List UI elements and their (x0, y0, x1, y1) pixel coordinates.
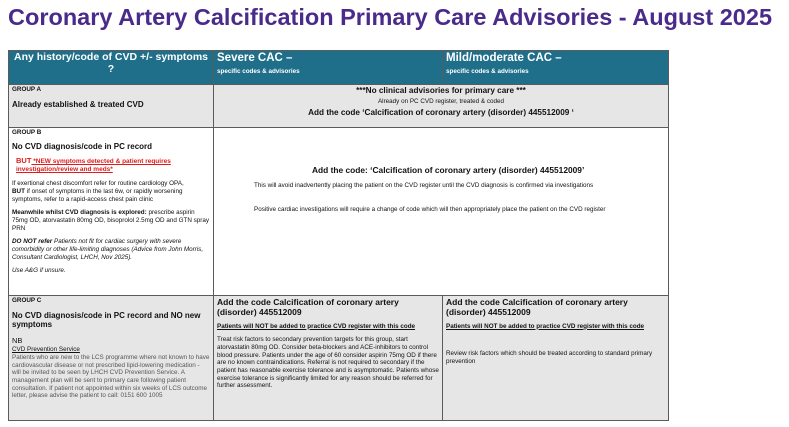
group-c-service-title: CVD Prevention Service (12, 346, 80, 354)
group-b-meanwhile: Meanwhile whilst CVD diagnosis is explored: prescribe aspirin 75mg OD, atorvastatin 80mg OD, bisoprolol 2.5mg OD and GTN spray PRN (12, 209, 210, 232)
group-b-new-symptoms (12, 156, 210, 174)
group-c-title: No CVD diagnosis/code in PC record and NO new symptoms (12, 310, 201, 330)
group-c-mild-cell (443, 296, 669, 421)
group-c-mild-note: Patients will NOT be added to practice CVD register with this code (446, 322, 645, 330)
header-severe-sublabel: specific codes & advisories (217, 68, 300, 76)
group-a-title: Already established & treated CVD (12, 99, 144, 109)
header-history-cell (9, 51, 214, 85)
group-c-mild-code: Add the code Calcification of coronary artery (disorder) 445512009 (446, 297, 628, 318)
header-row (9, 51, 669, 85)
group-c-severe-cell (214, 296, 443, 421)
advisory-table (8, 50, 669, 421)
header-severe-cell (214, 51, 443, 85)
group-b-advice-cell (214, 128, 669, 296)
group-c-severe-text: Treat risk factors to secondary prevention targets for this group, start atorvastatin 80mg OD. Consider beta-blockers and ACE-inhibitors to control blood pressure. Patients under the age of 60 consider aspirin 75mg OD if there are no known contraindications. Referral is not required to secondary if the patient has reasonable exercise tolerance and is asymptomatic. Patients whose exercise tolerance is significantly limited for any reason should be referred for further assessment. (217, 336, 439, 390)
group-b-label: GROUP B (12, 129, 42, 136)
group-c-cell (9, 296, 214, 421)
group-c-row (9, 296, 669, 421)
header-mild-cell (443, 51, 669, 85)
group-b-title: No CVD diagnosis/code in PC record (12, 141, 153, 151)
group-b-do-not-refer: DO NOT refer Patients not fit for cardiac surgery with severe comorbidity or other life-limiting diagnoses (Advice from John Morris, Consultant Cardiologist, LHCH, Nov 2025). (12, 238, 204, 261)
group-b-use-ag: Use A&G if unsure. (12, 267, 66, 275)
group-a-advisory: ***No clinical advisories for primary care *** (356, 86, 526, 95)
group-c-severe-code: Add the code Calcification of coronary artery (disorder) 445512009 (217, 297, 399, 318)
group-c-nb: NB (12, 336, 23, 346)
page-title: Coronary Artery Calcification Primary Care Advisories - August 2025 (8, 4, 773, 30)
header-history-label: Any history/code of CVD +/- symptoms ? (14, 51, 208, 76)
group-a-status: Already on PC CVD register, treated & coded (377, 98, 504, 105)
group-b-register-note: This will avoid inadvertently placing the patient on the CVD register until the CVD diagnosis is confirmed via investigations (254, 182, 594, 190)
header-mild-label: Mild/moderate CAC – (446, 52, 562, 64)
group-c-service-text: Patients who are new to the LCS programme where not known to have cardiovascular disease or not prescribed lipid-lowering medication - will be invited to be seen by LHCH CVD Prevention Service. A management plan will be sent to primary care following patient consultation. If patient not appointed within six weeks of LCS outcome letter, please advise the patient to call: 0151 600 1005 (12, 353, 210, 400)
group-c-severe-note: Patients will NOT be added to practice CVD register with this code (217, 322, 416, 330)
group-b-referral: If exertional chest discomfort refer for routine cardiology OPA, BUT if onset of symptoms in the last 6w, or rapidly worsening symptoms, refer to a rapid-access chest pain clinic (12, 180, 184, 203)
header-mild-sublabel: specific codes & advisories (446, 68, 529, 76)
group-a-row (9, 85, 669, 128)
group-b-row (9, 128, 669, 296)
group-b-code: Add the code: ‘Calcification of coronary artery (disorder) 445512009’ (312, 165, 585, 175)
group-b-but-text: *NEW symptoms detected & patient requires investigation/review and meds* (16, 158, 171, 174)
group-a-code: Add the code ‘Calcification of coronary artery (disorder) 445512009 ‘ (308, 107, 574, 117)
group-b-cell (9, 128, 214, 296)
header-severe-label: Severe CAC – (217, 52, 293, 64)
group-b-positive-note: Positive cardiac investigations will require a change of code which will then appropriately place the patient on the CVD register (254, 205, 606, 213)
group-c-label: GROUP C (12, 297, 42, 304)
group-a-advice-cell (214, 85, 669, 128)
group-a-cell (9, 85, 214, 128)
group-a-label: GROUP A (12, 86, 42, 93)
group-b-but-lead: BUT (16, 156, 32, 166)
group-c-mild-text: Review risk factors which should be treated according to standard primary prevention (446, 350, 653, 366)
